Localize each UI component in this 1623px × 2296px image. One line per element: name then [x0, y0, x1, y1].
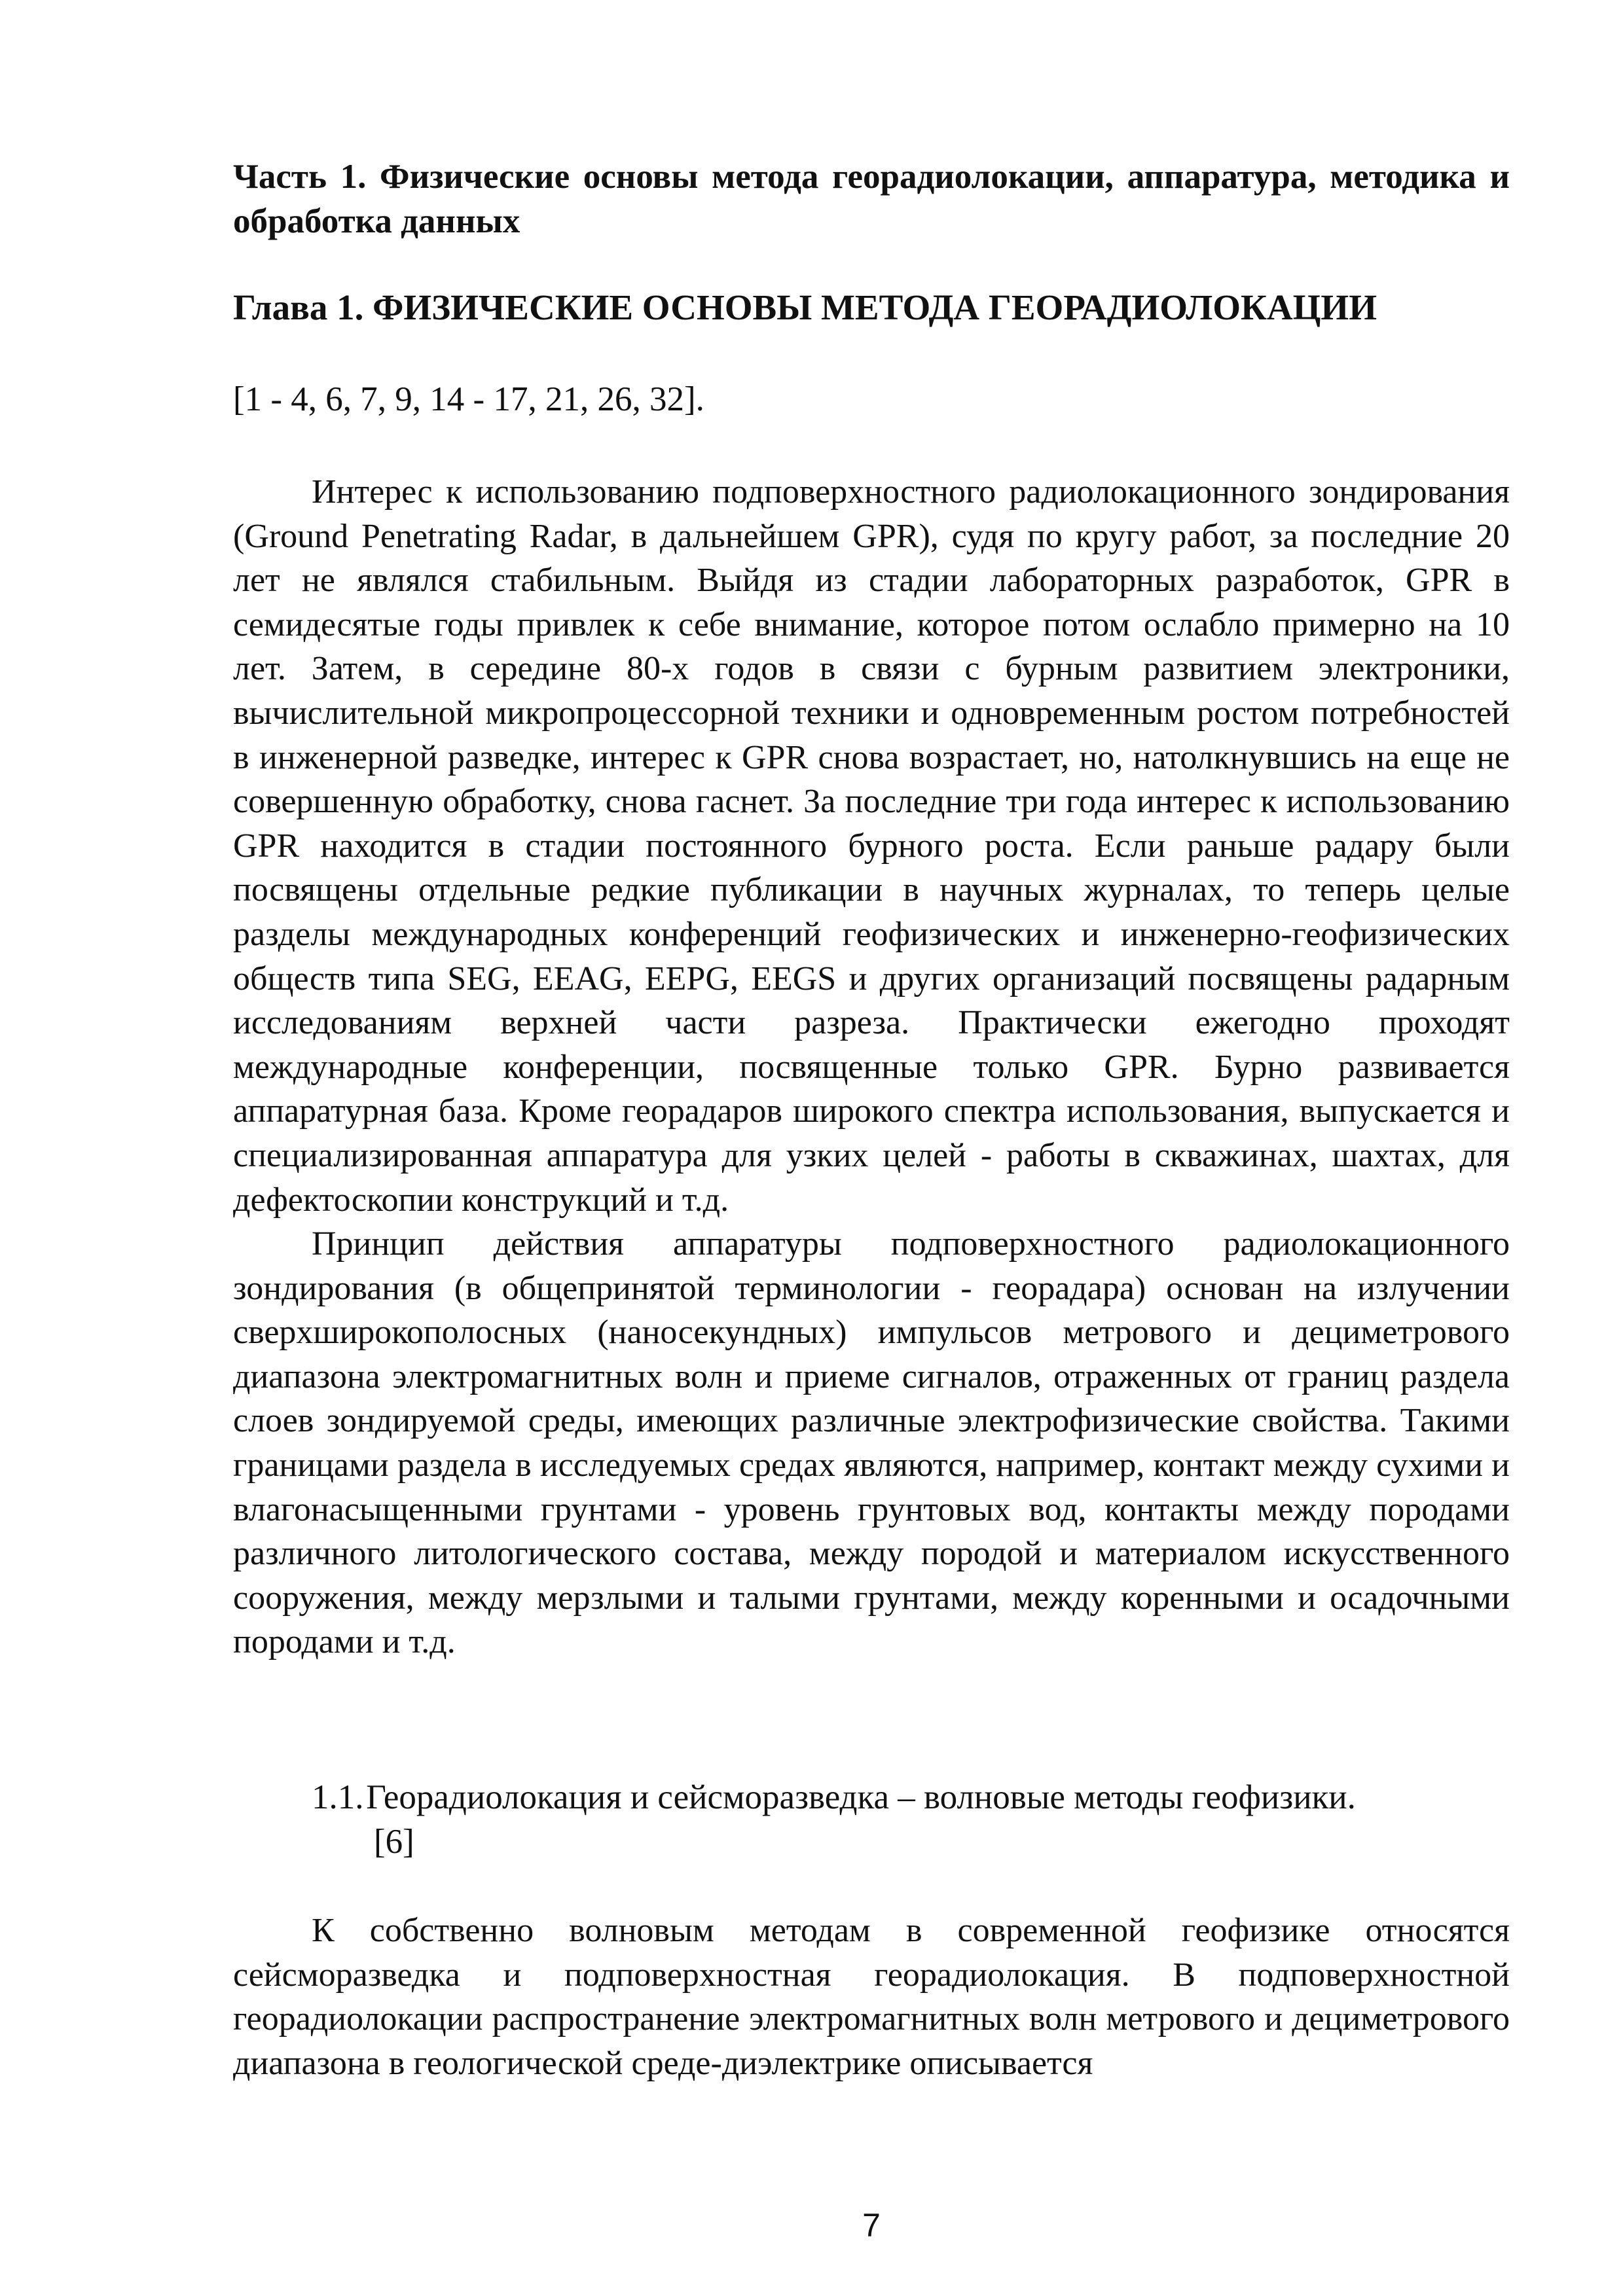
chapter-title: Глава 1. ФИЗИЧЕСКИЕ ОСНОВЫ МЕТОДА ГЕОРАДИОЛОКАЦИИ [233, 287, 1377, 327]
body-paragraph: Принцип действия аппаратуры подповерхностного радиолокационного зондирования (в общепринятой терминологии - георадара) основан на излучении сверхширокополосных (наносекундных) импульсов метрового и дециметрового диапазона электромагнитных волн и приеме сигналов, отраженных от границ раздела слоев зондируемой среды, имеющих различные электрофизические свойства. Такими границами раздела в исследуемых средах являются, например, контакт между сухими и влагонасыщенными грунтами - уровень грунтовых вод, контакты между породами различного литологического состава, между породой и материалом искусственного сооружения, между мерзлыми и талыми грунтами, между коренными и осадочными породами и т.д. [233, 1225, 1510, 1661]
chapter-body [233, 470, 1510, 1664]
page-number: 7 [862, 2207, 881, 2244]
section-reference: [6] [374, 1823, 414, 1861]
section-heading [312, 1775, 1510, 1864]
chapter-references: [1 - 4, 6, 7, 9, 14 - 17, 21, 26, 32]. [233, 380, 704, 418]
part-title: Часть 1. Физические основы метода георадиолокации, аппаратура, методика и обработка данных [233, 158, 1510, 240]
document-page [233, 0, 1510, 2296]
body-paragraph: Интерес к использованию подповерхностного радиолокационного зондирования (Ground Penetrating Radar, в дальнейшем GPR), судя по кругу работ, за последние 20 лет не являлся стабильным. Выйдя из стадии лабораторных разработок, GPR в семидесятые годы привлек к себе внимание, которое потом ослабло примерно на 10 лет. Затем, в середине 80-х годов в связи с бурным развитием электроники, вычислительной микропроцессорной техники и одновременным ростом потребностей в инженерной разведке, интерес к GPR снова возрастает, но, натолкнувшись на еще не совершенную обработку, снова гаснет. За последние три года интерес к использованию GPR находится в стадии постоянного бурного роста. Если раньше радару были посвящены отдельные редкие публикации в научных журналах, то теперь целые разделы международных конференций геофизических и инженерно-геофизических обществ типа SEG, EEAG, EEPG, EEGS и других организаций посвящены радарным исследованиям верхней части разреза. Практически ежегодно проходят международные конференции, посвященные только GPR. Бурно развивается аппаратурная база. Кроме георадаров широкого спектра использования, выпускается и специализированная аппаратура для узких целей - работы в скважинах, шахтах, для дефектоскопии конструкций и т.д. [233, 473, 1510, 1219]
section-title: Георадиолокация и сейсморазведка – волновые методы геофизики. [366, 1778, 1356, 1816]
body-paragraph: К собственно волновым методам в современной геофизике относятся сейсморазведка и подповерхностная георадиолокация. В подповерхностной георадиолокации распространение электромагнитных волн метрового и дециметрового диапазона в геологической среде-диэлектрике описывается [233, 1912, 1510, 2082]
section-number: 1.1. [312, 1778, 364, 1816]
section-body [233, 1909, 1510, 2085]
